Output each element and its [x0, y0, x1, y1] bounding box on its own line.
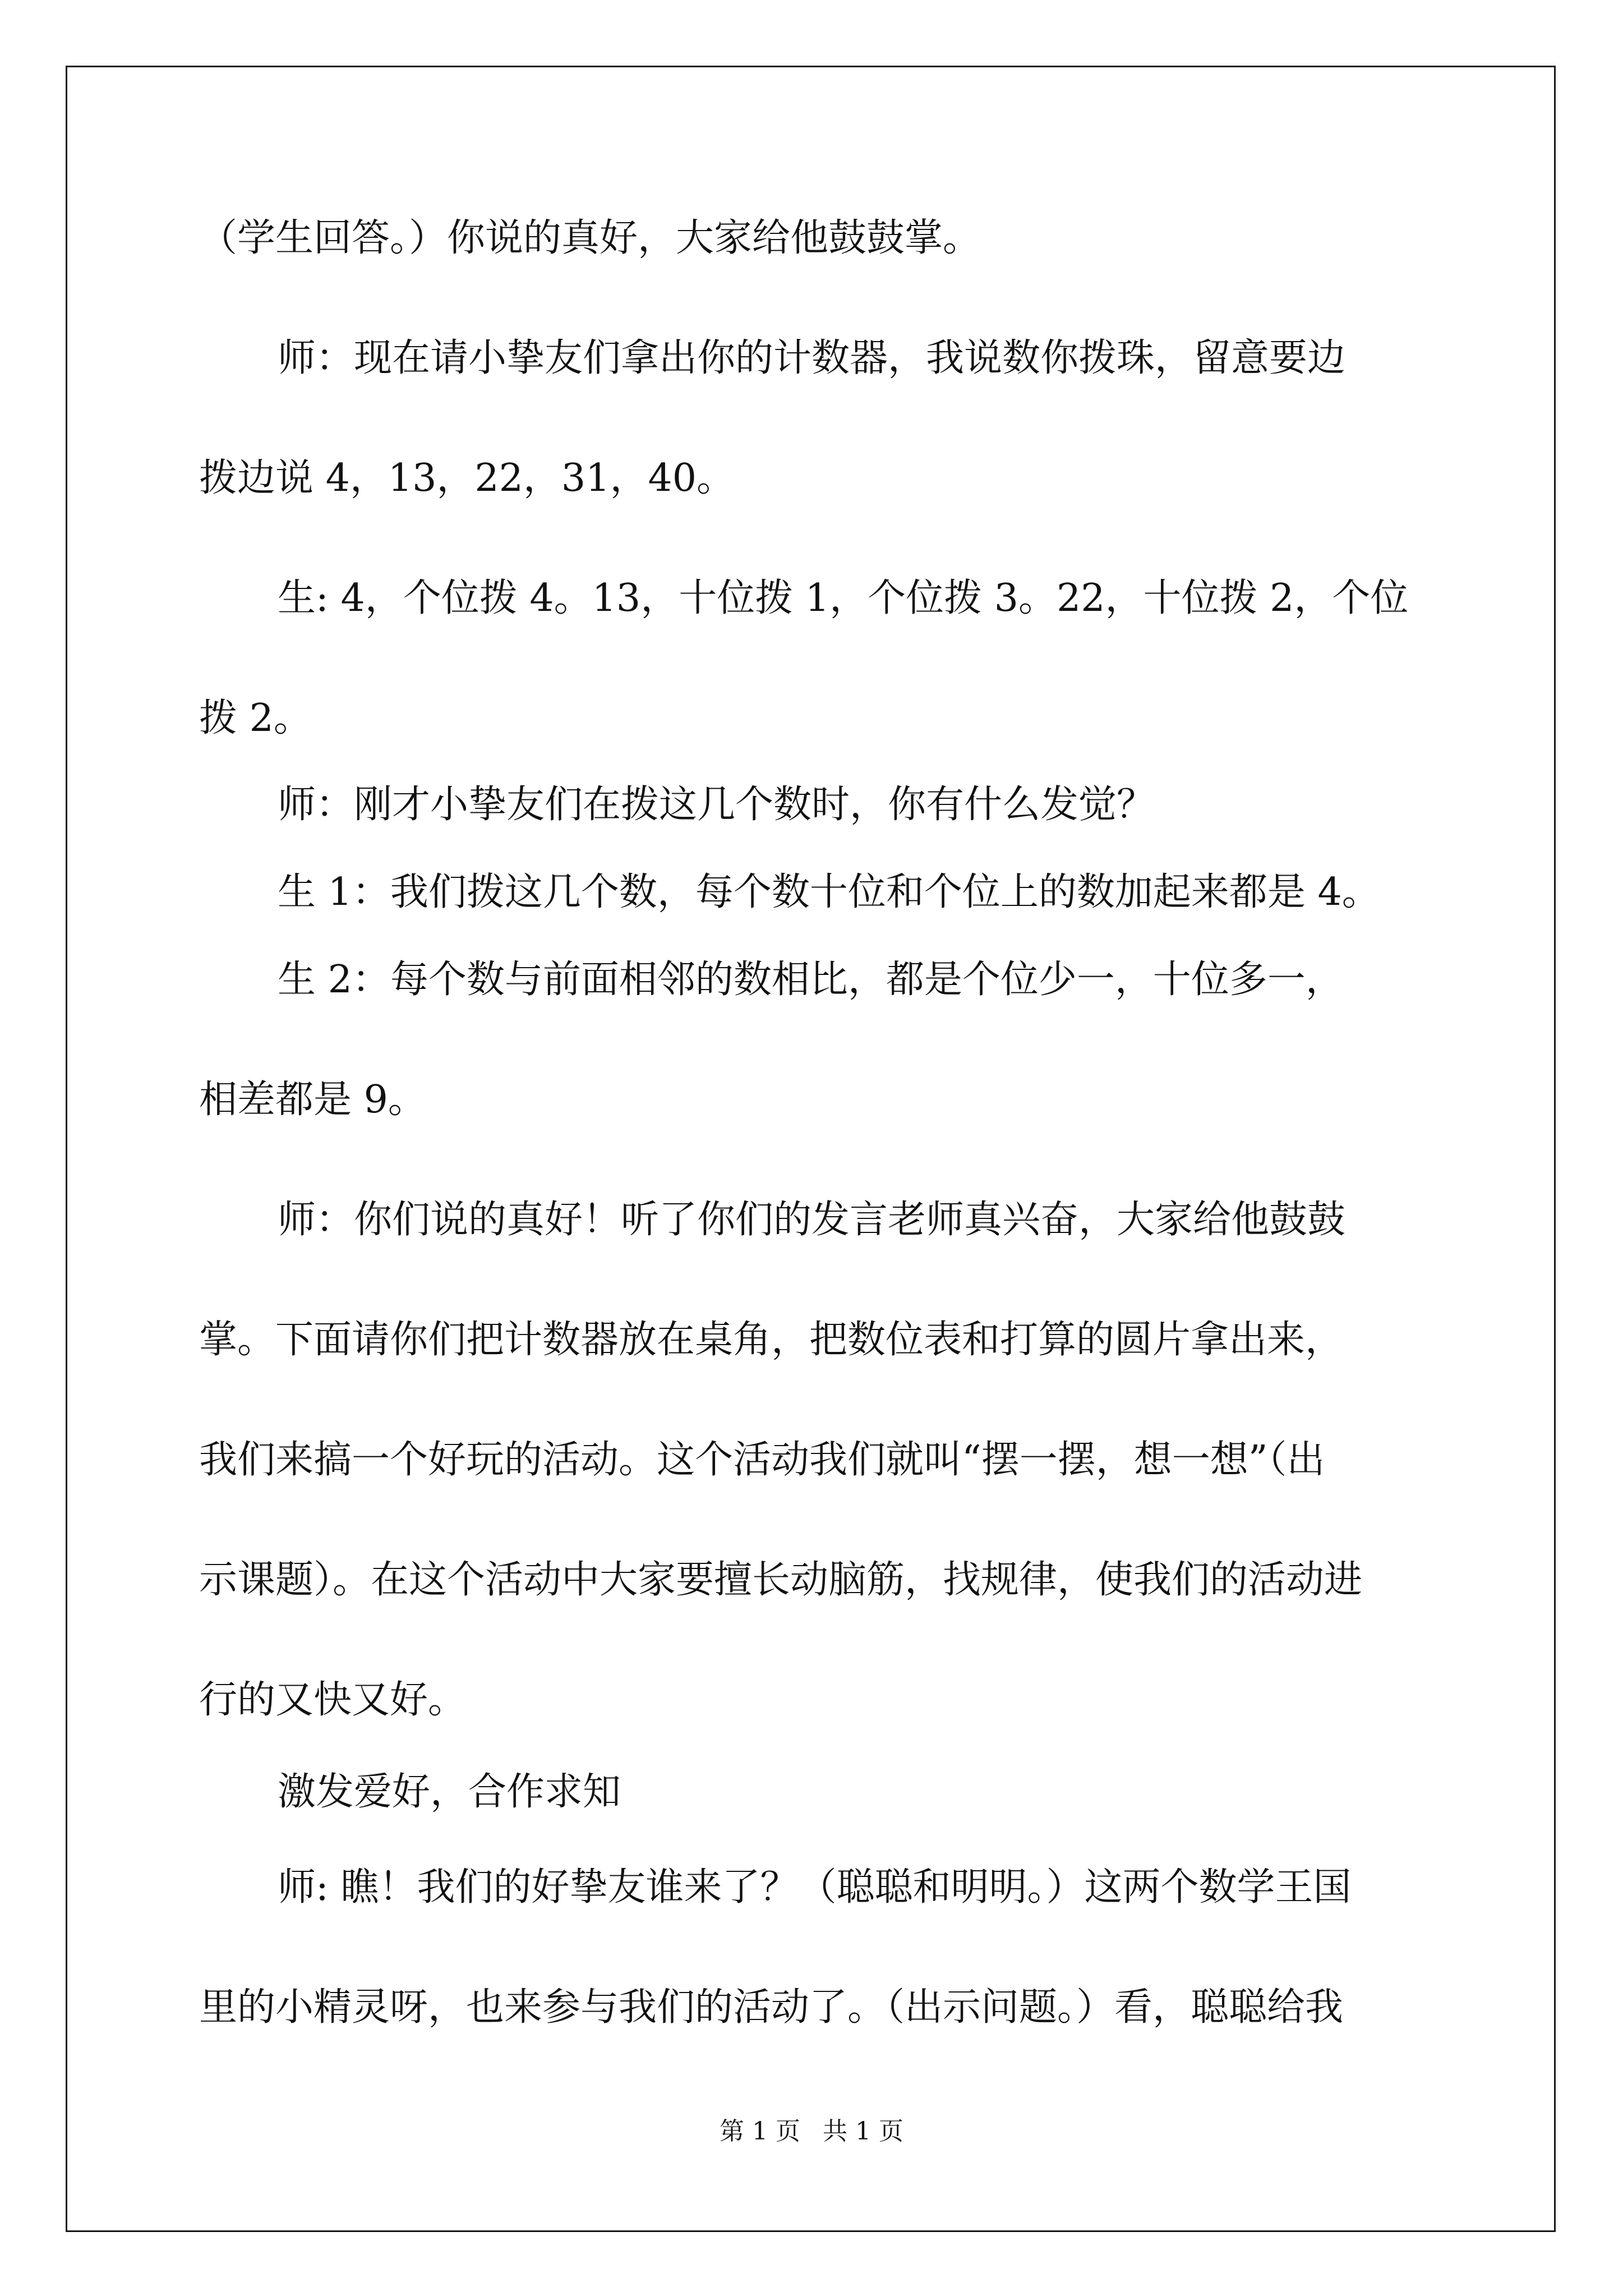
- page-number: 第 1 页: [720, 2117, 800, 2146]
- text-line: 师: 瞧！我们的好挚友谁来了？（聪聪和明明。）这两个数学王国: [278, 1865, 1352, 1910]
- text-line: 生 2：每个数与前面相邻的数相比，都是个位少一，十位多一，: [278, 958, 1344, 1002]
- text-line: 掌。下面请你们把计数器放在桌角，把数位表和打算的圆片拿出来，: [199, 1318, 1344, 1362]
- text-line: 生: 4，个位拨 4。13，十位拨 1，个位拨 3。22，十位拨 2，个位: [278, 576, 1409, 620]
- text-line: 师：现在请小挚友们拿出你的计数器，我说数你拨珠，留意要边: [278, 336, 1346, 380]
- page-total: 共 1 页: [823, 2117, 903, 2146]
- page-footer: [0, 2115, 1623, 2148]
- text-line: 拨 2。: [199, 696, 312, 740]
- text-line: 我们来搞一个好玩的活动。这个活动我们就叫“摆一摆，想一想”（出: [199, 1438, 1325, 1482]
- text-line: 拨边说 4，13，22，31，40。: [199, 456, 735, 500]
- text-line: 相差都是 9。: [199, 1078, 426, 1122]
- text-line: 示课题）。在这个活动中大家要擅长动脑筋，找规律，使我们的活动进: [199, 1558, 1363, 1602]
- text-line: 师：你们说的真好！听了你们的发言老师真兴奋，大家给他鼓鼓: [278, 1198, 1346, 1242]
- text-line: 生 1：我们拨这几个数，每个数十位和个位上的数加起来都是 4。: [278, 870, 1380, 914]
- text-line: 师：刚才小挚友们在拨这几个数时，你有什么发觉？: [278, 783, 1155, 827]
- section-heading: 激发爱好，合作求知: [278, 1770, 621, 1814]
- text-line: 里的小精灵呀，也来参与我们的活动了。（出示问题。）看，聪聪给我: [199, 1985, 1344, 2030]
- text-line: 行的又快又好。: [199, 1678, 467, 1722]
- text-line: （学生回答。）你说的真好，大家给他鼓鼓掌。: [199, 216, 981, 260]
